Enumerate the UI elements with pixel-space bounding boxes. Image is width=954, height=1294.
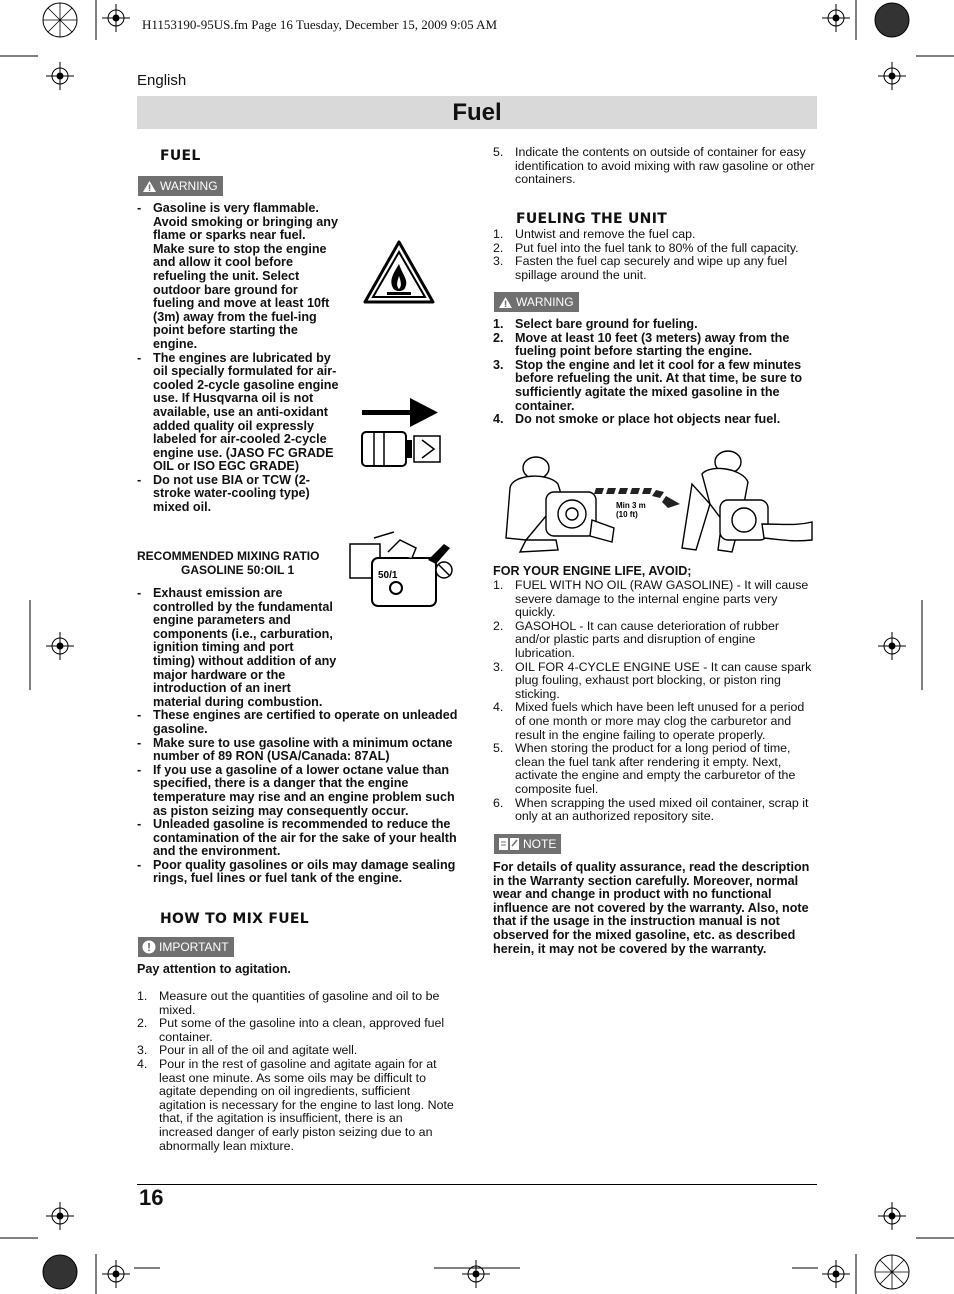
page-number: 16 xyxy=(139,1185,164,1210)
list-item: 3. Fasten the fuel cap securely and wipe up any fuel spillage around the unit. xyxy=(493,254,788,282)
crosshair-bottom-mid xyxy=(462,1260,490,1288)
list-item: 4. Mixed fuels which have been left unused for a period of one month or more may clog the carburetor and result in the engine failing to operate properly. xyxy=(493,700,805,742)
crosshair-right-top xyxy=(878,62,906,90)
warning-badge-2: WARNING xyxy=(494,292,579,312)
oil-bottle-icon xyxy=(360,430,442,468)
title-bar xyxy=(137,96,817,129)
list-item: 5. Indicate the contents on outside of container for easy identification to avoid mixing with raw gasoline or other containers. xyxy=(493,145,815,187)
page-title: Fuel xyxy=(452,99,502,126)
fueling-warning-list xyxy=(493,318,817,427)
list-item: 2. Put some of the gasoline into a clean, approved fuel container. xyxy=(137,1016,445,1044)
avoid-heading: FOR YOUR ENGINE LIFE, AVOID; xyxy=(493,564,692,578)
important-badge: IMPORTANT xyxy=(138,937,234,957)
list-item: - Unleaded gasoline is recommended to reduce the contamination of the air for the sake of your health and the environment. xyxy=(137,818,459,859)
list-item: - Make sure to use gasoline with a minimum octane number of 89 RON (USA/Canada: 87AL) xyxy=(137,737,459,764)
crosshair-top-b xyxy=(822,4,850,32)
crosshair-right-bottom xyxy=(878,1202,906,1230)
list-item: 6. When scrapping the used mixed oil container, scrap it only at an authorized repository site. xyxy=(493,795,809,824)
how-to-mix-heading: HOW TO MIX FUEL xyxy=(160,911,309,927)
flammable-warning-icon xyxy=(363,240,435,304)
list-item: - Poor quality gasolines or oils may damage sealing rings, fuel lines or fuel tank of the engine. xyxy=(137,859,459,886)
list-item: 3. Stop the engine and let it cool for a few minutes before refueling the unit. At that time, be sure to sufficiently agitate the mixed gasoline in the container. xyxy=(493,357,803,413)
crosshair-left-top xyxy=(46,62,74,90)
fueling-distance-illustration xyxy=(496,444,816,562)
language-label: English xyxy=(137,72,187,89)
fuel-heading: FUEL xyxy=(160,148,201,164)
crosshair-right-mid xyxy=(878,632,906,660)
file-info-line: H1153190-95US.fm Page 16 Tuesday, December 15, 2009 9:05 AM xyxy=(142,17,498,32)
list-item: 1. Select bare ground for fueling. xyxy=(493,317,698,331)
warranty-note: For details of quality assurance, read the description in the Warranty section carefully. Moreover, normal wear and change in product with no functional influence are not covered by the warranty. Also, note that if the usage in the instruction manual is not observed for the mixed gasoline, etc. as described herein, it may not be covered by the warranty. xyxy=(493,860,810,956)
min-distance-feet-label: (10 ft) xyxy=(616,510,638,519)
crosshair-left-bottom xyxy=(46,1202,74,1230)
crosshair-top-a xyxy=(102,4,130,32)
rosette-top-right xyxy=(875,3,909,37)
warning-triangle-icon xyxy=(498,296,513,309)
list-item: 4. Pour in the rest of gasoline and agitate again for at least one minute. As some oils may be difficult to agitate depending on oil ingredients, sufficient agitation is necessary for the engine to last long. Note that, if the agitation is insufficient, there is an increased danger of early piston seizing due to an abnormally lean mixture. xyxy=(137,1056,454,1153)
list-item: - Gasoline is very flammable. Avoid smoking or bringing any flame or sparks near fuel. Make sure to stop the engine and allow it cool before refueling the unit. Select outdoor bare ground for fueling and move at least 10ft (3m) away from the fuel-ing point before starting the engine. xyxy=(137,202,339,352)
mixing-ratio-title: RECOMMENDED MIXING RATIO GASOLINE 50:OIL 1 xyxy=(137,549,320,577)
list-item: 2. Move at least 10 feet (3 meters) away from the fueling point before starting the engine. xyxy=(493,330,790,359)
footer-rule xyxy=(137,1184,817,1185)
list-item: 1. FUEL WITH NO OIL (RAW GASOLINE) - It will cause severe damage to the internal engine parts very quickly. xyxy=(493,578,809,620)
list-item: 2. Put fuel into the fuel tank to 80% of the full capacity. xyxy=(493,240,799,255)
crosshair-left-mid xyxy=(46,632,74,660)
fueling-steps-list xyxy=(493,228,817,282)
list-item: - If you use a gasoline of a lower octane value than specified, there is a danger that the engine temperature may rise and an engine problem such as piston seizing may consequently occur. xyxy=(137,764,459,818)
crosshair-bottom-b xyxy=(822,1260,850,1288)
note-badge: NOTE xyxy=(494,834,561,854)
crosshair-bottom-a xyxy=(102,1260,130,1288)
warning-list xyxy=(137,202,339,515)
container-note-list xyxy=(493,146,817,187)
list-item: 1. Untwist and remove the fuel cap. xyxy=(493,227,696,241)
list-item: 5. When storing the product for a long period of time, clean the fuel tank after rendering it empty. Next, activate the engine and empty the carburetor of the composite fuel. xyxy=(493,741,796,796)
exclamation-icon xyxy=(142,940,156,954)
avoid-list xyxy=(493,579,817,824)
list-item: - The engines are lubricated by oil specially formulated for air-cooled 2-cycle gasoline engine use. If Husqvarna oil is not available, use an anti-oxidant added quality oil expressly labeled for air-cooled 2-cycle engine use. (JASO FC GRADE OIL or ISO EGC GRADE) xyxy=(137,352,339,474)
list-item: 4. Do not smoke or place hot objects near fuel. xyxy=(493,412,781,427)
ratio-icon-label: 50/1 xyxy=(378,570,398,581)
fueling-heading: FUELING THE UNIT xyxy=(516,211,668,227)
emission-list xyxy=(137,587,459,886)
list-item: 1. Measure out the quantities of gasoline and oil to be mixed. xyxy=(137,989,440,1017)
mix-steps-list xyxy=(137,990,459,1153)
arrow-right-icon xyxy=(362,396,438,430)
list-item: 3. OIL FOR 4-CYCLE ENGINE USE - It can cause spark plug fouling, exhaust port blocking, or piston ring sticking. xyxy=(493,659,812,701)
min-distance-label: Min 3 m xyxy=(616,501,646,510)
rosette-bottom-left xyxy=(43,1255,77,1289)
warning-badge: WARNING xyxy=(138,176,223,196)
list-item: 3. Pour in all of the oil and agitate well. xyxy=(137,1043,358,1058)
book-note-icon xyxy=(498,837,520,851)
warning-triangle-icon xyxy=(142,180,157,193)
list-item: 2. GASOHOL - It can cause deterioration of rubber and/or plastic parts and disruption of engine lubrication. xyxy=(493,618,780,660)
list-item: - Do not use BIA or TCW (2-stroke water-cooling type) mixed oil. xyxy=(137,474,339,515)
list-item: - These engines are certified to operate on unleaded gasoline. xyxy=(137,709,459,736)
agitation-note: Pay attention to agitation. xyxy=(137,962,291,976)
list-item: - Exhaust emission are controlled by the fundamental engine parameters and components (i.e., carburation, ignition timing and port timing) without addition of any major hardware or the introduction of an inert material during combustion. xyxy=(137,587,459,709)
